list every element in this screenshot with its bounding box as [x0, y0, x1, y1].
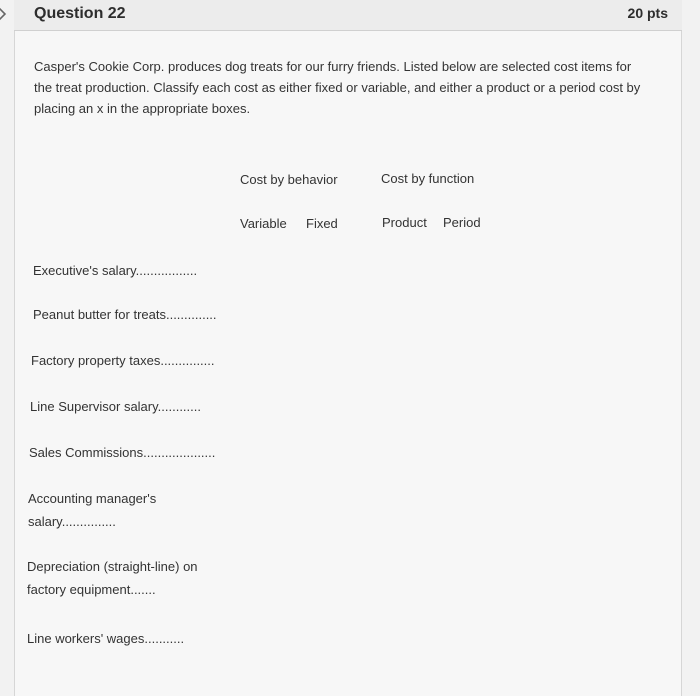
- period-column-header: Period: [443, 215, 481, 230]
- cost-item: [27, 555, 198, 601]
- cost-item-label: Line workers' wages...........: [27, 631, 185, 646]
- cost-item: [29, 441, 215, 464]
- cost-item-label: Factory property taxes...............: [31, 353, 215, 368]
- cost-item: [28, 487, 156, 533]
- cost-item-label-continued: salary...............: [28, 514, 116, 529]
- variable-column-header: Variable: [240, 216, 287, 231]
- cost-item-label: Peanut butter for treats..............: [33, 307, 217, 322]
- collapse-chevron-icon[interactable]: [0, 3, 10, 25]
- cost-by-behavior-header: Cost by behavior: [240, 172, 338, 187]
- cost-item-label: Line Supervisor salary............: [30, 399, 201, 414]
- cost-by-function-header: Cost by function: [381, 171, 475, 186]
- cost-item: [33, 259, 197, 282]
- cost-item-label: Depreciation (straight-line) on: [27, 559, 198, 574]
- cost-item-label: Executive's salary.................: [33, 263, 198, 278]
- cost-item-label: Accounting manager's: [28, 491, 157, 506]
- cost-item-label-continued: factory equipment.......: [27, 582, 156, 597]
- cost-item: [30, 395, 201, 418]
- question-title: Question 22: [34, 5, 126, 22]
- question-prompt: Casper's Cookie Corp. produces dog treats for our furry friends. Listed below are selected cost items for the treat production. Classify each cost as either fixed or variable, and either a product or a period cost by placing an x in the appropriate boxes.: [34, 59, 641, 116]
- question-header: [14, 0, 682, 31]
- cost-item: [27, 627, 184, 650]
- question-points: 20 pts: [627, 5, 668, 21]
- cost-item-label: Sales Commissions....................: [29, 445, 216, 460]
- fixed-column-header: Fixed: [306, 216, 338, 231]
- cost-item: [33, 303, 217, 326]
- product-column-header: Product: [382, 215, 427, 230]
- cost-item: [31, 349, 215, 372]
